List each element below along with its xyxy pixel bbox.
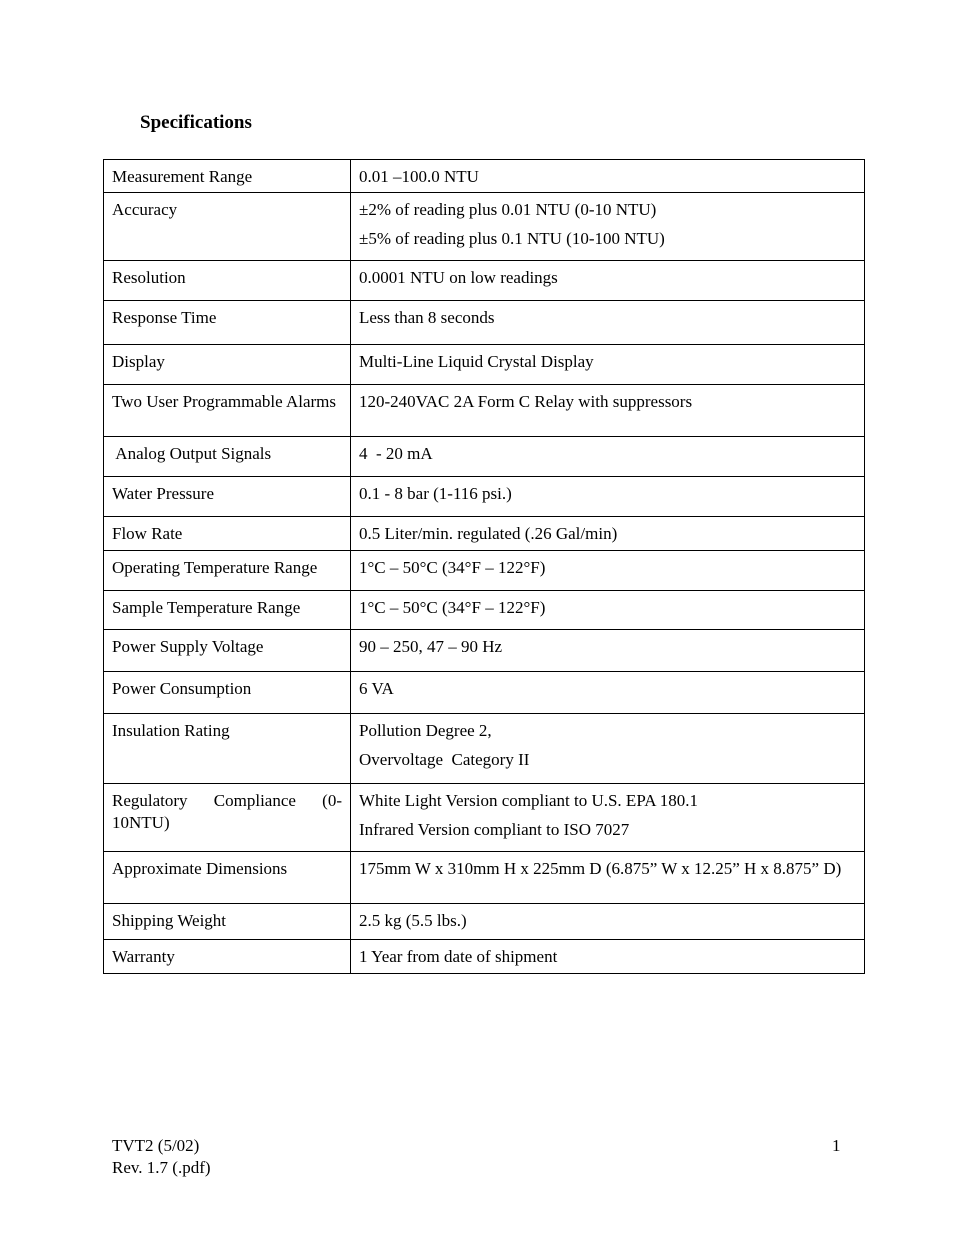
table-row [104,160,865,193]
spec-value [351,904,865,940]
spec-label: Analog Output Signals [104,437,351,477]
spec-label: Response Time [104,301,351,345]
spec-value-line: 0.1 - 8 bar (1-116 psi.) [359,484,512,503]
table-row [104,940,865,974]
spec-value [351,591,865,630]
specifications-table [103,159,865,974]
spec-value-line: ±5% of reading plus 0.1 NTU (10-100 NTU) [359,229,665,248]
table-row [104,852,865,904]
spec-value-line: 0.01 –100.0 NTU [359,167,479,186]
spec-value [351,672,865,714]
spec-value [351,261,865,301]
spec-value [351,551,865,591]
spec-value-line: 4 - 20 mA [359,444,433,463]
spec-value [351,160,865,193]
spec-value-line: 90 – 250, 47 – 90 Hz [359,637,503,656]
spec-value [351,517,865,551]
spec-value-line: 1°C – 50°C (34°F – 122°F) [359,558,546,577]
spec-value-line: Multi-Line Liquid Crystal Display [359,352,594,371]
spec-value [351,301,865,345]
spec-value-line: ±2% of reading plus 0.01 NTU (0-10 NTU) [359,200,657,219]
spec-label: Operating Temperature Range [104,551,351,591]
spec-value-line: White Light Version compliant to U.S. EPA 180.1 [359,791,699,810]
spec-value-line: 1 Year from date of shipment [359,947,558,966]
spec-value [351,385,865,437]
table-row [104,784,865,852]
spec-label: Regulatory Compliance (0-10NTU) [104,784,351,852]
spec-label: Warranty [104,940,351,974]
spec-label: Two User Programmable Alarms [104,385,351,437]
table-row [104,630,865,672]
spec-value-line: 1°C – 50°C (34°F – 122°F) [359,598,546,617]
spec-label: Sample Temperature Range [104,591,351,630]
spec-value [351,477,865,517]
table-row [104,477,865,517]
spec-value-line: 0.5 Liter/min. regulated (.26 Gal/min) [359,524,618,543]
spec-value [351,193,865,261]
footer-revision: Rev. 1.7 (.pdf) [112,1158,211,1177]
spec-label: Accuracy [104,193,351,261]
spec-label: Approximate Dimensions [104,852,351,904]
table-row [104,904,865,940]
spec-label: Power Consumption [104,672,351,714]
spec-label: Shipping Weight [104,904,351,940]
spec-value [351,345,865,385]
page-heading: Specifications [140,112,252,133]
spec-label: Power Supply Voltage [104,630,351,672]
table-row [104,385,865,437]
footer-document-info [112,1135,211,1179]
spec-value-line: 120-240VAC 2A Form C Relay with suppressors [359,392,693,411]
spec-label: Flow Rate [104,517,351,551]
table-row [104,301,865,345]
table-row [104,345,865,385]
spec-value [351,437,865,477]
spec-value-line: Less than 8 seconds [359,308,495,327]
table-row [104,591,865,630]
spec-value-line: 2.5 kg (5.5 lbs.) [359,911,467,930]
spec-value [351,784,865,852]
spec-label: Display [104,345,351,385]
spec-value-line: 175mm W x 310mm H x 225mm D (6.875” W x 12.25” H x 8.875” D) [359,859,842,878]
table-row [104,437,865,477]
spec-value [351,940,865,974]
table-row [104,193,865,261]
spec-label: Measurement Range [104,160,351,193]
page-number: 1 [832,1136,841,1155]
table-row [104,551,865,591]
footer-doc-id: TVT2 (5/02) [112,1136,200,1155]
spec-value-line: Pollution Degree 2, [359,721,492,740]
spec-value-line: Overvoltage Category II [359,750,530,769]
spec-label: Insulation Rating [104,714,351,784]
spec-value-line: 0.0001 NTU on low readings [359,268,558,287]
spec-value [351,714,865,784]
spec-label: Water Pressure [104,477,351,517]
table-row [104,672,865,714]
spec-value-line: Infrared Version compliant to ISO 7027 [359,820,630,839]
spec-value [351,630,865,672]
table-row [104,261,865,301]
table-row [104,517,865,551]
spec-label: Resolution [104,261,351,301]
table-row [104,714,865,784]
spec-value-line: 6 VA [359,679,394,698]
spec-value [351,852,865,904]
